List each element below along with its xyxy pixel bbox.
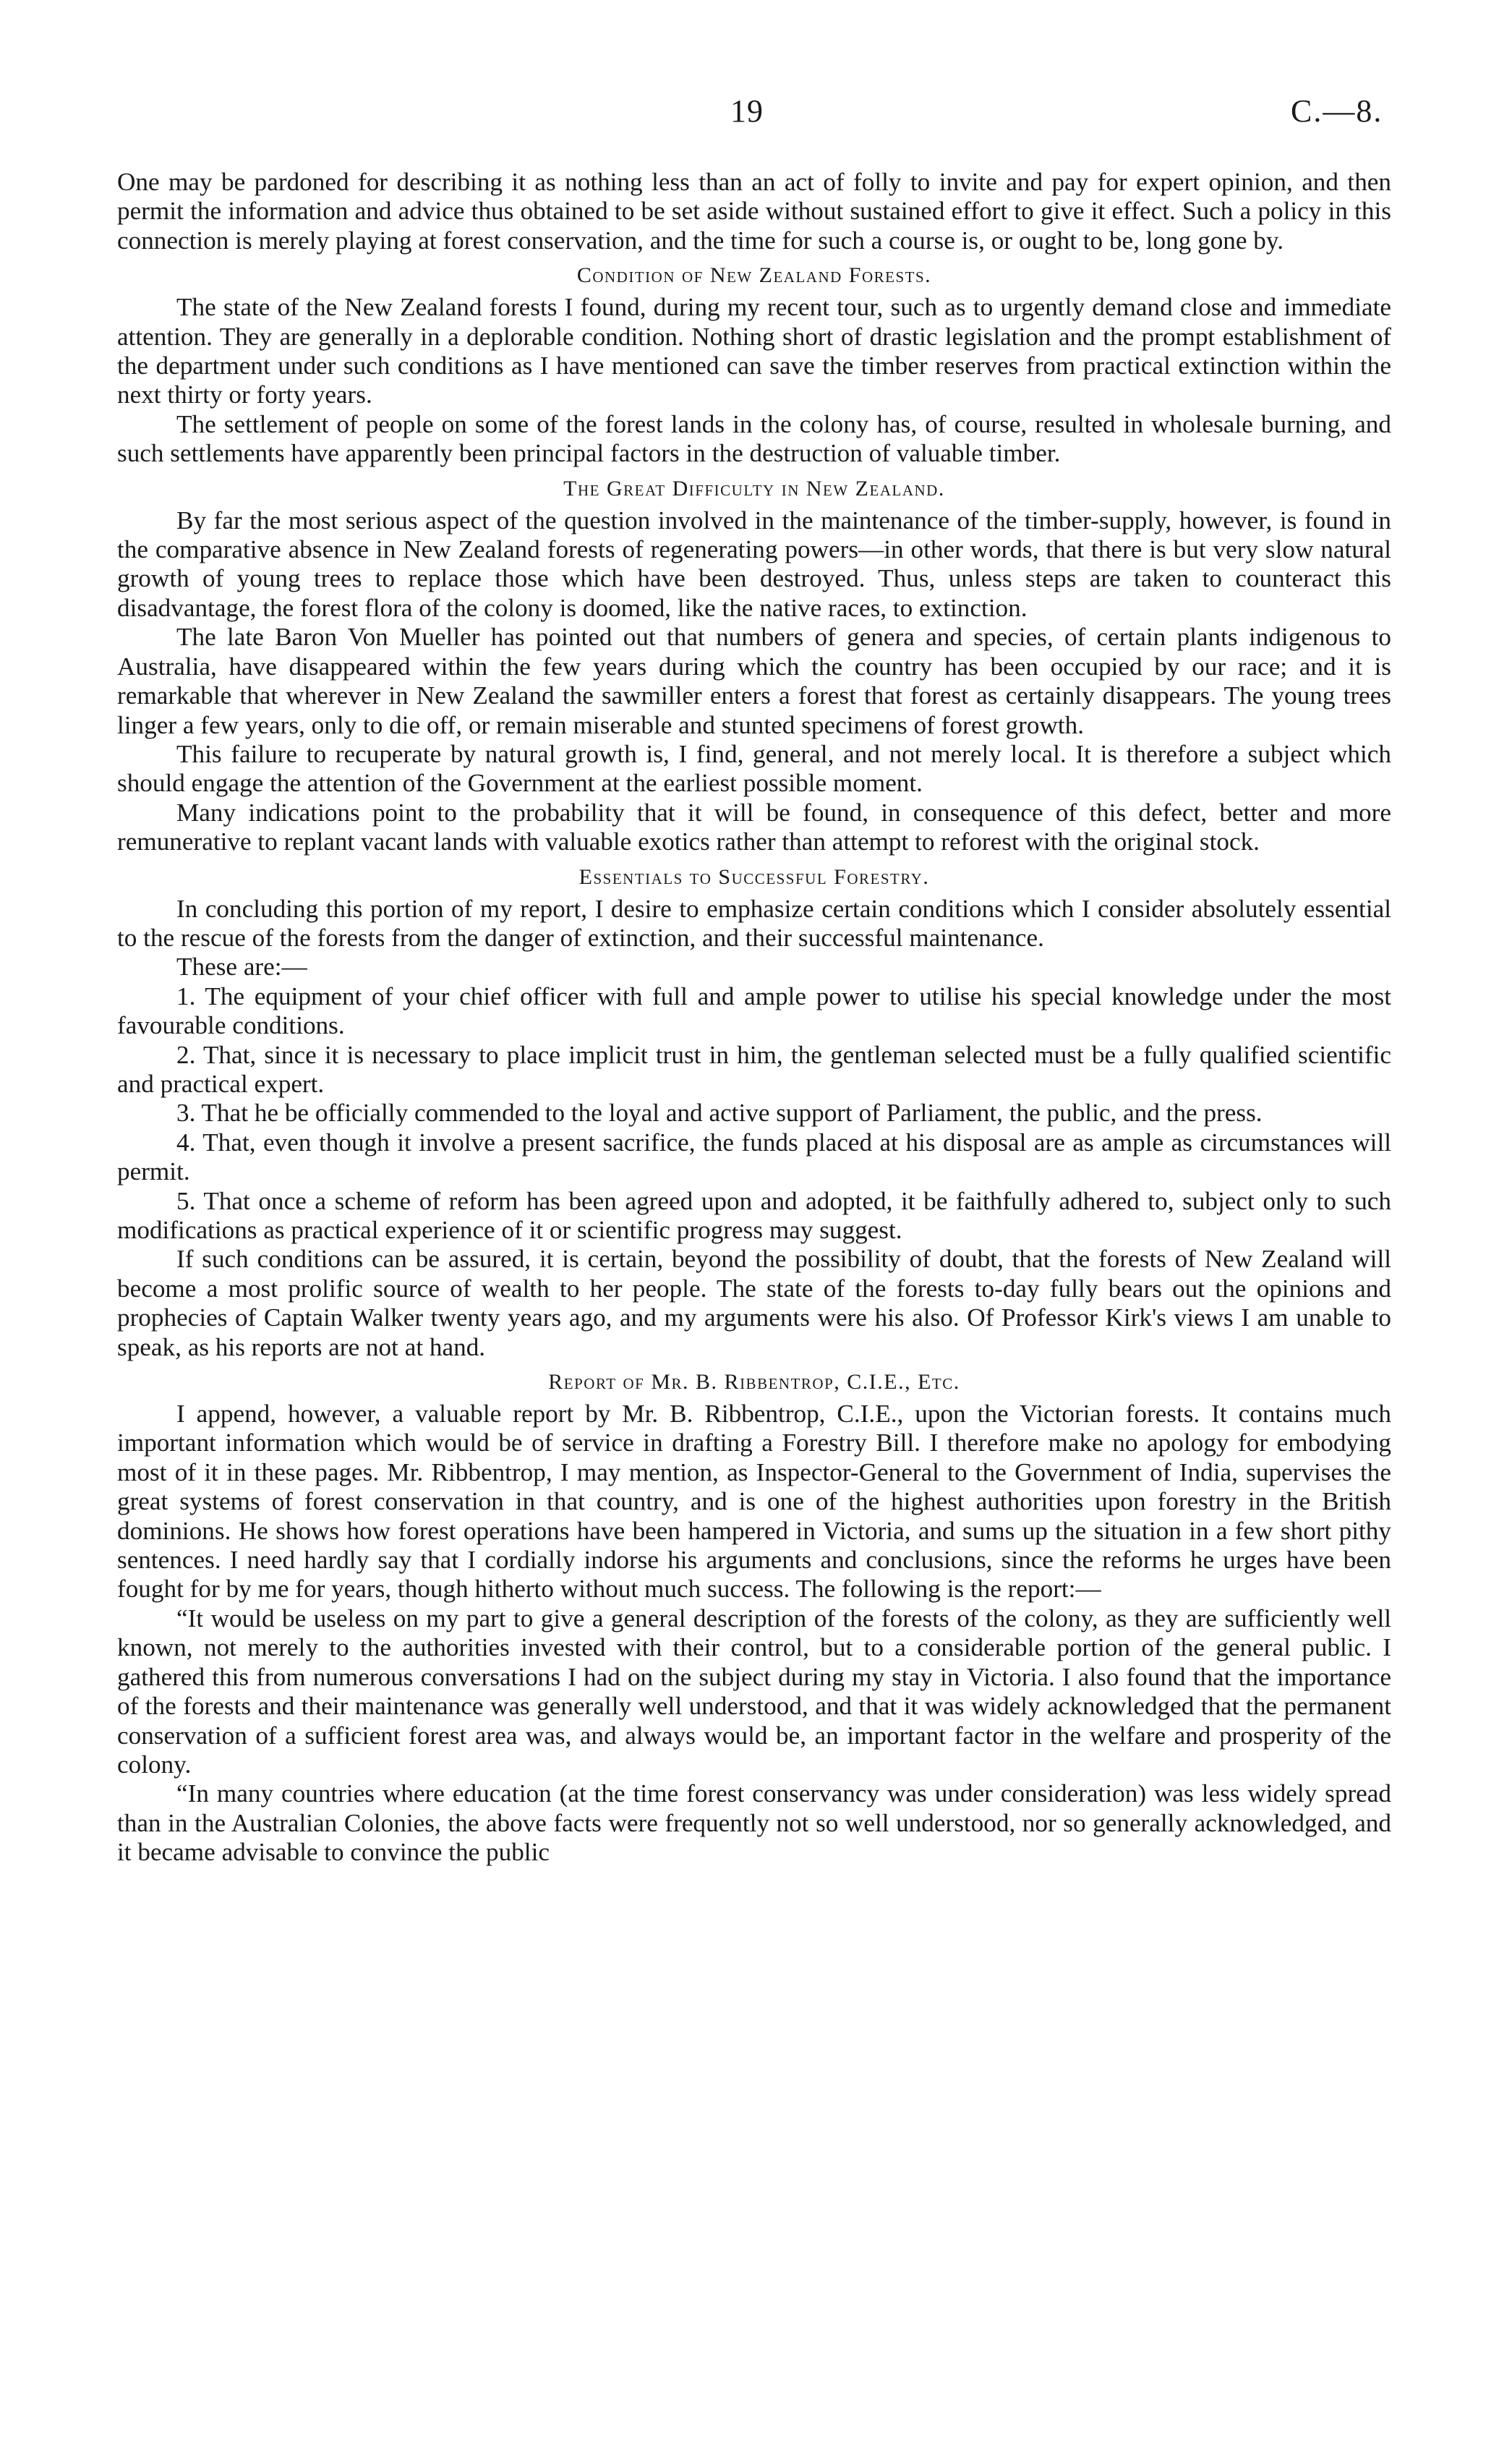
paragraph: In concluding this portion of my report, I desire to emphasize certain conditions which I consider absolutely essential to the rescue of the forests from the danger of extinction, and their successful maintenance. [117,894,1391,952]
paragraph: One may be pardoned for describing it as nothing less than an act of folly to invite and pay for expert opinion, and then permit the information and advice thus obtained to be set aside without sustained effort to give it effect. Such a policy in this connection is merely playing at forest conservation, and the time for such a course is, or ought to be, long gone by. [117,168,1391,255]
document-reference: C.—8. [1291,93,1383,129]
paragraph: By far the most serious aspect of the question involved in the maintenance of the timber-supply, however, is found in the comparative absence in New Zealand forests of regenerating powers—in other words, that there is but very slow natural growth of young trees to replace those which have been destroyed. Thus, unless steps are taken to counteract this disadvantage, the forest flora of the colony is doomed, like the native races, to extinction. [117,506,1391,622]
paragraph: The settlement of people on some of the forest lands in the colony has, of course, resulted in wholesale burning, and such settlements have apparently been principal factors in the destruction of valuable timber. [117,409,1391,468]
section-heading: Essentials to Successful Forestry. [578,864,930,889]
list-item: 1. The equipment of your chief officer with full and ample power to utilise his special knowledge under the most favourable conditions. [117,982,1391,1040]
list-item: 2. That, since it is necessary to place implicit trust in him, the gentleman selected must be a fully qualified scientific and practical expert. [117,1040,1391,1098]
paragraph: The state of the New Zealand forests I found, during my recent tour, such as to urgently demand close and immediate attention. They are generally in a deplorable condition. Nothing short of drastic legislation and the prompt establishment of the department under such conditions as I have mentioned can save the timber reserves from practical extinction within the next thirty or forty years. [117,293,1391,409]
list-item: 3. That he be officially commended to the loyal and active support of Parliament, the public, and the press. [176,1099,1263,1128]
paragraph: I append, however, a valuable report by Mr. B. Ribbentrop, C.I.E., upon the Victorian forests. It contains much important information which would be of service in drafting a Forestry Bill. I therefore make no apology for embodying most of it in these pages. Mr. Ribbentrop, I may mention, as Inspector-General to the Government of India, supervises the great systems of forest conservation in that country, and is one of the highest authorities upon forestry in the British dominions. He shows how forest operations have been hampered in Victoria, and sums up the situation in a few short pithy sentences. I need hardly say that I cordially indorse his arguments and conclusions, since the reforms he urges have been fought for by me for years, though hitherto without much success. The following is the report:— [117,1400,1391,1604]
list-item: 4. That, even though it involve a present sacrifice, the funds placed at his disposal are as ample as circumstances will permit. [117,1128,1391,1186]
paragraph: “In many countries where education (at the time forest conservancy was under consideration) was less widely spread than in the Australian Colonies, the above facts were frequently not so well understood, nor so generally acknowledged, and it became advisable to convince the public [117,1779,1391,1867]
section-heading: The Great Difficulty in New Zealand. [563,476,945,501]
paragraph: “It would be useless on my part to give a general description of the forests of the colony, as they are sufficiently well known, not merely to the authorities invested with their control, but to a considerable portion of the general public. I gathered this from numerous conversations I had on the subject during my stay in Victoria. I also found that the importance of the forests and their maintenance was generally well understood, and that it was widely acknowledged that the permanent conservation of a sufficient forest area was, and always would be, an important factor in the welfare and prosperity of the colony. [117,1604,1391,1779]
page-number: 19 [730,93,764,129]
document-body [117,168,1391,1868]
paragraph: The late Baron Von Mueller has pointed out that numbers of genera and species, of certain plants indigenous to Australia, have disappeared within the few years during which the country has been occupied by our race; and it is remarkable that wherever in New Zealand the sawmiller enters a forest that forest as certainly disappears. The young trees linger a few years, only to die off, or remain miserable and stunted specimens of forest growth. [117,623,1391,739]
paragraph: Many indications point to the probability that it will be found, in consequence of this defect, better and more remunerative to replant vacant lands with valuable exotics rather than attempt to reforest with the original stock. [117,798,1391,856]
paragraph: These are:— [176,953,307,982]
paragraph: This failure to recuperate by natural growth is, I find, general, and not merely local. It is therefore a subject which should engage the attention of the Government at the earliest possible moment. [117,739,1391,798]
section-heading: Condition of New Zealand Forests. [576,263,932,288]
list-item: 5. That once a scheme of reform has been agreed upon and adopted, it be faithfully adhered to, subject only to such modifications as practical experience of it or scientific progress may suggest. [117,1186,1391,1244]
paragraph: If such conditions can be assured, it is certain, beyond the possibility of doubt, that the forests of New Zealand will become a most prolific source of wealth to her people. The state of the forests to-day fully bears out the opinions and prophecies of Captain Walker twenty years ago, and my arguments were his also. Of Professor Kirk's views I am unable to speak, as his reports are not at hand. [117,1245,1391,1361]
section-heading: Report of Mr. B. Ribbentrop, C.I.E., Etc. [548,1370,960,1395]
